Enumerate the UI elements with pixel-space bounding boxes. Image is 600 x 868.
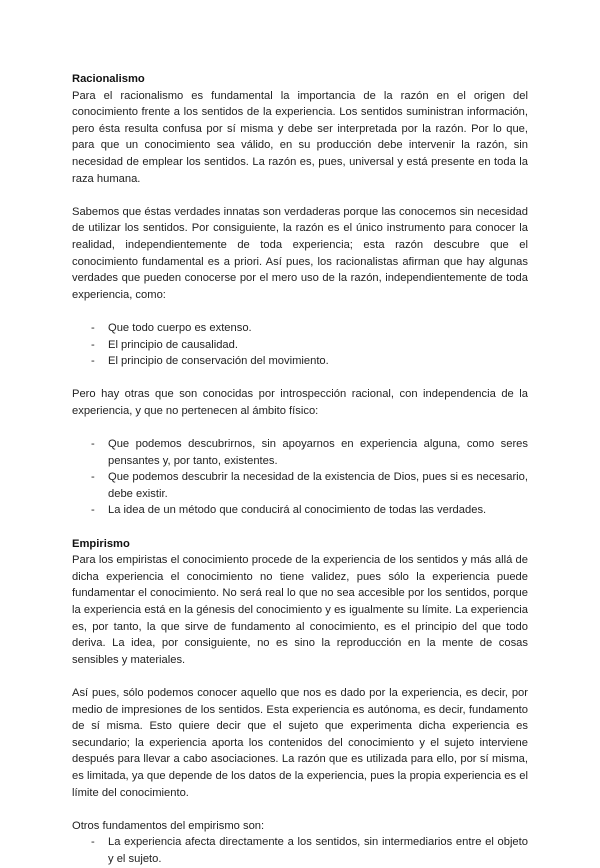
racionalismo-paragraph-2: Sabemos que éstas verdades innatas son verdaderas porque las conocemos sin necesidad de utilizar los sentidos. Por consiguiente, la razón es el único instrumento para conocer la realidad, independientemente de toda experiencia; esta razón descubre que el conocimiento fundamental es a priori. Así pues, los racionalistas afirman que hay algunas verdades que pueden conocerse por el mero uso de la razón, independientemente de toda experiencia, como: [72, 205, 528, 301]
heading-empirismo: Empirismo [72, 537, 130, 550]
list-item: - Que podemos descubrir la necesidad de la existencia de Dios, pues si es necesario, debe existir. [91, 471, 528, 500]
heading-racionalismo: Racionalismo [72, 73, 145, 85]
racionalismo-list-2 [72, 436, 528, 519]
list-item: - La experiencia afecta directamente a los sentidos, sin intermediarios entre el objeto y el sujeto. [91, 836, 528, 865]
list-item: - Que todo cuerpo es extenso. [91, 321, 252, 334]
empirismo-paragraph-3: Otros fundamentos del empirismo son: [72, 819, 265, 832]
empirismo-paragraph-2: Así pues, sólo podemos conocer aquello que nos es dado por la experiencia, es decir, por medio de impresiones de los sentidos. Esta experiencia es autónoma, es decir, fundamento de sí misma. Esto quiere decir que el sujeto que experimenta dicha experiencia es secundario; la experiencia aporta los contenidos del conocimiento y el sujeto interviene después para llevar a cabo asociaciones. La razón que es utilizada para ello, por sí misma, es limitada, ya que depende de los datos de la experiencia, pues la propia experiencia es el límite del conocimiento. [72, 686, 528, 799]
list-item: - El principio de conservación del movimiento. [91, 355, 329, 368]
racionalismo-list-1 [72, 320, 528, 370]
empirismo-paragraph-1: Para los empiristas el conocimiento procede de la experiencia de los sentidos y más allá de dicha experiencia el conocimiento no tiene validez, pues sólo la experiencia puede fundamentar el conocimiento. No será real lo que no sea accesible por los sentidos, porque la experiencia está en la génesis del conocimiento y es igualmente su límite. La experiencia es, por tanto, la que sirve de fundamento al conocimiento, es el principio del que todo deriva. La idea, por consiguiente, no es sino la reproducción en la mente de cosas sensibles y materiales. [72, 554, 528, 666]
empirismo-list-1 [72, 834, 528, 867]
list-item: - La idea de un método que conducirá al conocimiento de todas las verdades. [91, 504, 487, 517]
list-item: - El principio de causalidad. [91, 338, 238, 351]
racionalismo-paragraph-1: Para el racionalismo es fundamental la importancia de la razón en el origen del conocimiento frente a los sentidos de la experiencia. Los sentidos suministran información, pero ésta resulta confusa por sí misma y debe ser interpretada por la razón. Por lo que, para que un conocimiento sea válido, en su producción debe intervenir la razón, sin necesidad de emplear los sentidos. La razón es, pues, universal y está presente en toda la raza humana. [72, 89, 528, 185]
list-item: - Que podemos descubrirnos, sin apoyarnos en experiencia alguna, como seres pensantes y, por tanto, existentes. [91, 438, 528, 467]
racionalismo-paragraph-3: Pero hay otras que son conocidas por introspección racional, con independencia de la experiencia, y que no pertenecen al ámbito físico: [72, 388, 528, 417]
